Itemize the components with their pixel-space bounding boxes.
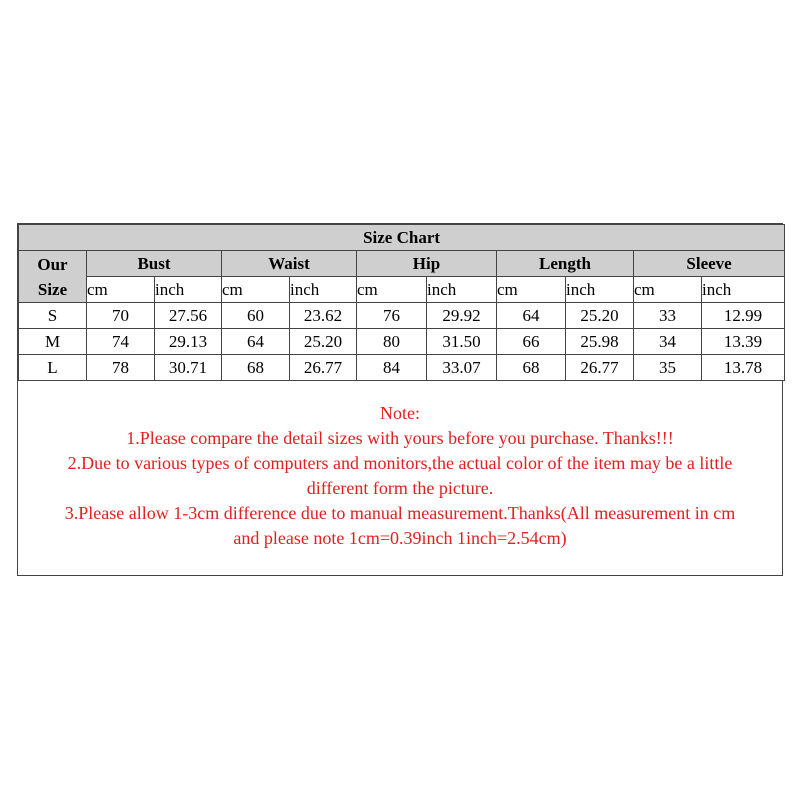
unit-inch: inch [427,277,497,303]
value-cell: 66 [497,329,566,355]
measure-header: Hip [357,251,497,277]
table-row [19,355,785,381]
value-cell: 31.50 [427,329,497,355]
table-row [19,329,785,355]
value-cell: 29.92 [427,303,497,329]
size-cell: S [19,303,87,329]
unit-cm: cm [222,277,290,303]
value-cell: 23.62 [290,303,357,329]
measure-header: Waist [222,251,357,277]
measure-header: Bust [87,251,222,277]
value-cell: 25.98 [566,329,634,355]
value-cell: 13.39 [702,329,785,355]
value-cell: 26.77 [290,355,357,381]
value-cell: 30.71 [155,355,222,381]
measure-header: Sleeve [634,251,785,277]
table-row [19,303,785,329]
value-cell: 34 [634,329,702,355]
value-cell: 80 [357,329,427,355]
value-cell: 84 [357,355,427,381]
value-cell: 60 [222,303,290,329]
unit-cm: cm [634,277,702,303]
value-cell: 70 [87,303,155,329]
note-line: and please note 1cm=0.39inch 1inch=2.54cm) [233,528,567,548]
size-chart [17,223,783,576]
unit-cm: cm [497,277,566,303]
value-cell: 35 [634,355,702,381]
measure-header: Length [497,251,634,277]
value-cell: 68 [497,355,566,381]
size-header-line1: Our [37,254,68,274]
unit-cm: cm [87,277,155,303]
unit-inch: inch [290,277,357,303]
note-line: different form the picture. [306,478,494,498]
value-cell: 33 [634,303,702,329]
value-cell: 64 [497,303,566,329]
size-header-line2: Size [37,279,68,299]
size-column-header [19,251,87,303]
value-cell: 74 [87,329,155,355]
value-cell: 25.20 [290,329,357,355]
value-cell: 13.78 [702,355,785,381]
value-cell: 27.56 [155,303,222,329]
unit-inch: inch [566,277,634,303]
notes-section [18,381,782,551]
value-cell: 64 [222,329,290,355]
value-cell: 12.99 [702,303,785,329]
unit-cm: cm [357,277,427,303]
value-cell: 26.77 [566,355,634,381]
note-line: 3.Please allow 1-3cm difference due to manual measurement.Thanks(All measurement in cm [64,503,736,523]
value-cell: 33.07 [427,355,497,381]
notes-heading: Note: [380,403,420,423]
value-cell: 29.13 [155,329,222,355]
value-cell: 78 [87,355,155,381]
unit-inch: inch [155,277,222,303]
size-cell: L [19,355,87,381]
value-cell: 25.20 [566,303,634,329]
unit-inch: inch [702,277,785,303]
size-cell: M [19,329,87,355]
value-cell: 68 [222,355,290,381]
note-line: 1.Please compare the detail sizes with yours before you purchase. Thanks!!! [126,428,674,448]
size-table [18,224,785,381]
value-cell: 76 [357,303,427,329]
note-line: 2.Due to various types of computers and monitors,the actual color of the item may be a little [67,453,733,473]
table-title: Size Chart [19,225,785,251]
